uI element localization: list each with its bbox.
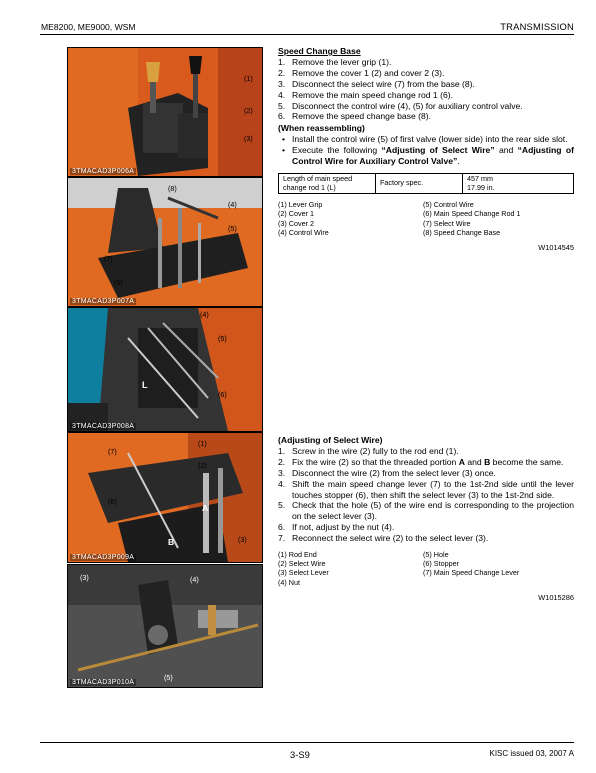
parts-column-right	[423, 550, 573, 587]
select-wire-parts-list	[278, 550, 574, 587]
photo-lever-grip-callout-1: (1)	[244, 74, 253, 83]
step-item	[278, 446, 574, 457]
photo-select-wire-callout-7: (7)	[108, 447, 117, 456]
section-speed-change-base-title: Speed Change Base	[278, 46, 361, 56]
photo-speed-change-base-callout-7: (7)	[104, 254, 113, 263]
photo-speed-change-base-image	[68, 178, 262, 306]
photo-lever-grip-caption: 3TMACAD3P006A	[72, 168, 135, 175]
step-text: Remove the speed change base (8).	[292, 111, 432, 122]
spec-label: Factory spec.	[376, 173, 463, 193]
part-item: (2) Cover 1	[278, 209, 314, 219]
speed-change-base-parts-list	[278, 200, 574, 237]
select-wire-steps	[278, 446, 574, 544]
footer-rule	[40, 742, 574, 743]
step-text: and	[464, 456, 485, 467]
page-number: 3-S9	[290, 749, 310, 760]
section-adjusting-select-wire-title: (Adjusting of Select Wire)	[278, 435, 383, 445]
part-item: (3) Select Lever	[278, 568, 329, 578]
photo-speed-change-base-callout-5: (5)	[228, 224, 237, 233]
photo-control-wires	[67, 307, 263, 432]
step-number: 5.	[278, 500, 286, 511]
photo-control-wires-image	[68, 308, 262, 431]
reassembling-notes	[278, 134, 574, 167]
note-text: .	[457, 156, 460, 167]
photo-control-wires-callout-5: (5)	[218, 334, 227, 343]
photo-lever-grip-image	[68, 48, 262, 176]
header-models: ME8200, ME9000, WSM	[41, 22, 136, 32]
step-item	[278, 57, 574, 68]
part-item: (5) Hole	[423, 550, 449, 560]
step-text: Remove the main speed change rod 1 (6).	[292, 89, 453, 100]
part-item: (7) Main Speed Change Lever	[423, 568, 520, 578]
step-item	[278, 79, 574, 90]
photo-speed-change-base-callout-6: (6)	[114, 278, 123, 287]
step-text: become the same.	[490, 456, 564, 467]
step-text: Screw in the wire (2) fully to the rod end (1).	[292, 445, 459, 456]
parts-column-right	[423, 200, 573, 237]
photo-lever-grip	[67, 47, 263, 177]
speed-change-base-steps	[278, 57, 574, 122]
part-item: (6) Main Speed Change Rod 1	[423, 209, 521, 219]
part-item: (5) Control Wire	[423, 200, 474, 210]
step-number: 4.	[278, 89, 286, 100]
step-item	[278, 522, 574, 533]
spec-table	[278, 173, 574, 194]
photo-lever-grip-callout-2: (2)	[244, 106, 253, 115]
spec-row	[279, 173, 574, 193]
header-rule	[40, 34, 574, 35]
section-code: W1014545	[538, 242, 574, 252]
step-number: 1.	[278, 445, 286, 456]
part-item: (6) Stopper	[423, 559, 459, 569]
step-item	[278, 500, 574, 522]
photo-control-wires-callout-4: (4)	[200, 310, 209, 319]
step-item	[278, 68, 574, 79]
photo-control-wires-caption: 3TMACAD3P008A	[72, 423, 135, 430]
step-text: Disconnect the select wire (7) from the base (8).	[292, 78, 475, 89]
photo-lever-grip-callout-3: (3)	[244, 134, 253, 143]
note-text: Execute the following	[292, 145, 382, 156]
photo-select-wire-callout-2: (2)	[198, 461, 207, 470]
photo-select-wire-image	[68, 433, 262, 562]
spec-value-metric: 457 mm	[467, 173, 493, 183]
step-item	[278, 90, 574, 101]
step-text: Disconnect the control wire (4), (5) for auxiliary control valve.	[292, 100, 523, 111]
part-item: (1) Lever Grip	[278, 200, 323, 210]
step-text: Shift the main speed change lever (7) to the 1st-2nd side until the lever touches stopper (6), then shift the select lever (3) to the 1st-2nd side.	[292, 478, 574, 500]
step-item	[278, 468, 574, 479]
step-item	[278, 101, 574, 112]
part-item: (3) Cover 2	[278, 218, 314, 228]
photo-select-wire-caption: 3TMACAD3P009A	[72, 554, 135, 561]
step-number: 3.	[278, 467, 286, 478]
step-item	[278, 457, 574, 468]
photo-select-wire-label-b: B	[168, 537, 175, 547]
step-label-b: B	[484, 456, 491, 467]
step-text: Remove the lever grip (1).	[292, 56, 392, 67]
step-number: 6.	[278, 522, 286, 533]
step-text: Check that the hole (5) of the wire end is corresponding to the projection on the select lever (3).	[292, 500, 574, 522]
part-item: (4) Control Wire	[278, 227, 329, 237]
photo-speed-change-base-callout-8: (8)	[168, 184, 177, 193]
step-number: 1.	[278, 56, 286, 67]
step-text: Remove the cover 1 (2) and cover 2 (3).	[292, 67, 445, 78]
step-text: Reconnect the select wire (2) to the select lever (3).	[292, 533, 489, 544]
photo-select-lever-callout-4: (4)	[190, 575, 199, 584]
note-ref-control-wire: “Adjusting of Control Wire for Auxiliary Control Valve”	[292, 145, 574, 167]
step-item	[278, 111, 574, 122]
part-item: (1) Rod End	[278, 550, 317, 560]
parts-column-left	[278, 550, 423, 587]
reassembling-note	[278, 145, 574, 167]
spec-value	[463, 173, 574, 193]
photo-select-lever-callout-5: (5)	[164, 673, 173, 682]
photo-select-wire-callout-1: (1)	[198, 439, 207, 448]
part-item: (4) Nut	[278, 577, 300, 587]
step-item	[278, 533, 574, 544]
note-ref-select-wire: “Adjusting of Select Wire”	[381, 145, 495, 156]
photo-select-wire	[67, 432, 263, 563]
section-adjusting-select-wire	[278, 434, 574, 604]
part-item: (2) Select Wire	[278, 559, 326, 569]
note-text: and	[494, 145, 518, 156]
reassembling-note: • Install the control wire (5) of first valve (lower side) into the rear side slot.	[278, 134, 574, 145]
page-header	[0, 0, 596, 36]
step-number: 5.	[278, 100, 286, 111]
photo-select-wire-callout-3: (3)	[238, 535, 247, 544]
photo-speed-change-base	[67, 177, 263, 307]
step-number: 7.	[278, 533, 286, 544]
step-label-a: A	[458, 456, 465, 467]
step-text: If not, adjust by the nut (4).	[292, 522, 395, 533]
step-text: Disconnect the wire (2) from the select lever (3) once.	[292, 467, 496, 478]
section-speed-change-base	[278, 46, 574, 254]
step-number: 4.	[278, 478, 286, 489]
header-section: TRANSMISSION	[500, 21, 574, 32]
photo-select-lever	[67, 564, 263, 688]
photo-select-lever-caption: 3TMACAD3P010A	[72, 679, 135, 686]
step-text: Fix the wire (2) so that the threaded portion	[292, 456, 459, 467]
step-number: 2.	[278, 456, 286, 467]
parts-column-left	[278, 200, 423, 237]
issue-info: KISC issued 03, 2007 A	[489, 749, 574, 758]
photo-control-wires-callout-6: (6)	[218, 390, 227, 399]
step-number: 2.	[278, 67, 286, 78]
step-number: 3.	[278, 78, 286, 89]
photo-speed-change-base-callout-4: (4)	[228, 200, 237, 209]
photo-select-lever-image	[68, 565, 262, 687]
part-item: (7) Select Wire	[423, 218, 471, 228]
step-item	[278, 479, 574, 501]
spec-value-imperial: 17.99 in.	[467, 182, 495, 192]
section-code: W1015286	[538, 592, 574, 602]
photo-control-wires-label-l: L	[142, 380, 148, 390]
photo-select-wire-callout-6: (6)	[108, 497, 117, 506]
reassembling-title: (When reassembling)	[278, 123, 365, 134]
spec-item: Length of main speed change rod 1 (L)	[279, 173, 376, 193]
photo-select-wire-label-a: A	[202, 503, 209, 513]
part-item: (8) Speed Change Base	[423, 227, 501, 237]
photo-select-lever-callout-3: (3)	[80, 573, 89, 582]
step-number: 6.	[278, 111, 286, 122]
photo-speed-change-base-caption: 3TMACAD3P007A	[72, 298, 135, 305]
